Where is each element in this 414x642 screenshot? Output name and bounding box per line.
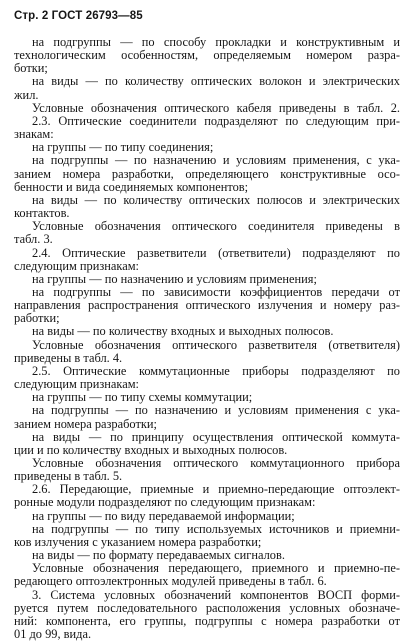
text-line: 2.4. Оптические разветвители (ответвители) подразделяют по xyxy=(32,245,400,260)
text-line: на виды — по количеству входных и выходных полюсов. xyxy=(32,324,334,339)
text-line: на виды — по формату передаваемых сигналов. xyxy=(32,548,285,563)
text-line: на группы — по типу соединения; xyxy=(32,140,214,155)
text-line: ний: компонента, его группы, подгруппы с номера разработки от xyxy=(14,613,400,628)
text-line: 2.3. Оптические соединители подразделяют по следующим при- xyxy=(32,113,400,128)
text-line: на группы — по назначению и условиям применения; xyxy=(32,271,317,286)
text-line: на подгруппы — по назначению и условиям применения с ука- xyxy=(32,403,400,418)
text-line: на подгруппы — по способу прокладки и конструктивным и xyxy=(32,35,400,49)
text-line: следующим признакам: xyxy=(14,377,139,392)
body-text xyxy=(14,36,400,641)
text-line: приведены в табл. 5. xyxy=(14,469,123,484)
text-line: на виды — по количеству оптических волокон и электрических xyxy=(32,74,400,89)
text-line: контактов. xyxy=(14,206,70,221)
text-line: табл. 3. xyxy=(14,232,53,247)
text-line: ции и по количеству входных и выходных полюсов. xyxy=(14,442,288,457)
text-line: знакам: xyxy=(14,127,54,142)
text-line: на подгруппы — по назначению и условиям применения, с ука- xyxy=(32,153,400,168)
text-line: на группы — по виду передаваемой информации; xyxy=(32,508,295,523)
text-line: приведены в табл. 4. xyxy=(14,350,123,365)
text-line: Условные обозначения передающего, приемного и приемно-пе- xyxy=(32,561,400,576)
text-line: редающего оптоэлектронных модулей приведены в табл. 6. xyxy=(14,574,327,589)
text-line: технологическим особенностям, определяемым номером разра- xyxy=(14,48,400,63)
page-header: Стр. 2 ГОСТ 26793—85 xyxy=(14,10,143,22)
text-line: руется путем последовательного расположения условных обозначе- xyxy=(14,600,400,615)
text-line: 3. Система условных обозначений компонентов ВОСП форми- xyxy=(32,587,400,602)
text-line: на подгруппы — по типу используемых источников и приемни- xyxy=(32,521,400,536)
text-line: на подгруппы — по зависимости коэффициентов передачи от xyxy=(32,284,400,299)
text-line: 01 до 99, вида. xyxy=(14,627,92,642)
text-line: на группы — по типу схемы коммутации; xyxy=(32,390,253,405)
text-line: на виды — по количеству оптических полюсов и электрических xyxy=(32,192,400,207)
text-line: ботки; xyxy=(14,61,48,76)
text-line: 2.6. Передающие, приемные и приемно-передающие оптоэлект- xyxy=(32,482,400,497)
text-line: Условные обозначения оптического разветвителя (ответвителя) xyxy=(32,337,400,352)
text-line: жил. xyxy=(14,87,39,102)
text-line: Условные обозначения оптического соединителя приведены в xyxy=(32,219,400,234)
text-line: занием номера разработки, определяющего конструктивные осо- xyxy=(14,166,400,181)
text-line: ронные модули подразделяют по следующим признакам: xyxy=(14,495,316,510)
text-line: Условные обозначения оптического кабеля приведены в табл. 2. xyxy=(32,100,400,115)
text-line: занием номера разработки; xyxy=(14,416,157,431)
text-line: 2.5. Оптические коммутационные приборы подразделяют по xyxy=(32,363,400,378)
text-line: на виды — по принципу осуществления оптической коммута- xyxy=(32,429,400,444)
text-line: бенности и вида соединяемых компонентов; xyxy=(14,179,249,194)
text-line: следующим признакам: xyxy=(14,258,139,273)
text-line: работки; xyxy=(14,311,60,326)
text-line: направления распространения оптического излучения и номеру раз- xyxy=(14,298,400,313)
text-line: ков излучения с указанием номера разработки; xyxy=(14,534,262,549)
text-line: Условные обозначения оптического коммутационного прибора xyxy=(32,456,400,470)
